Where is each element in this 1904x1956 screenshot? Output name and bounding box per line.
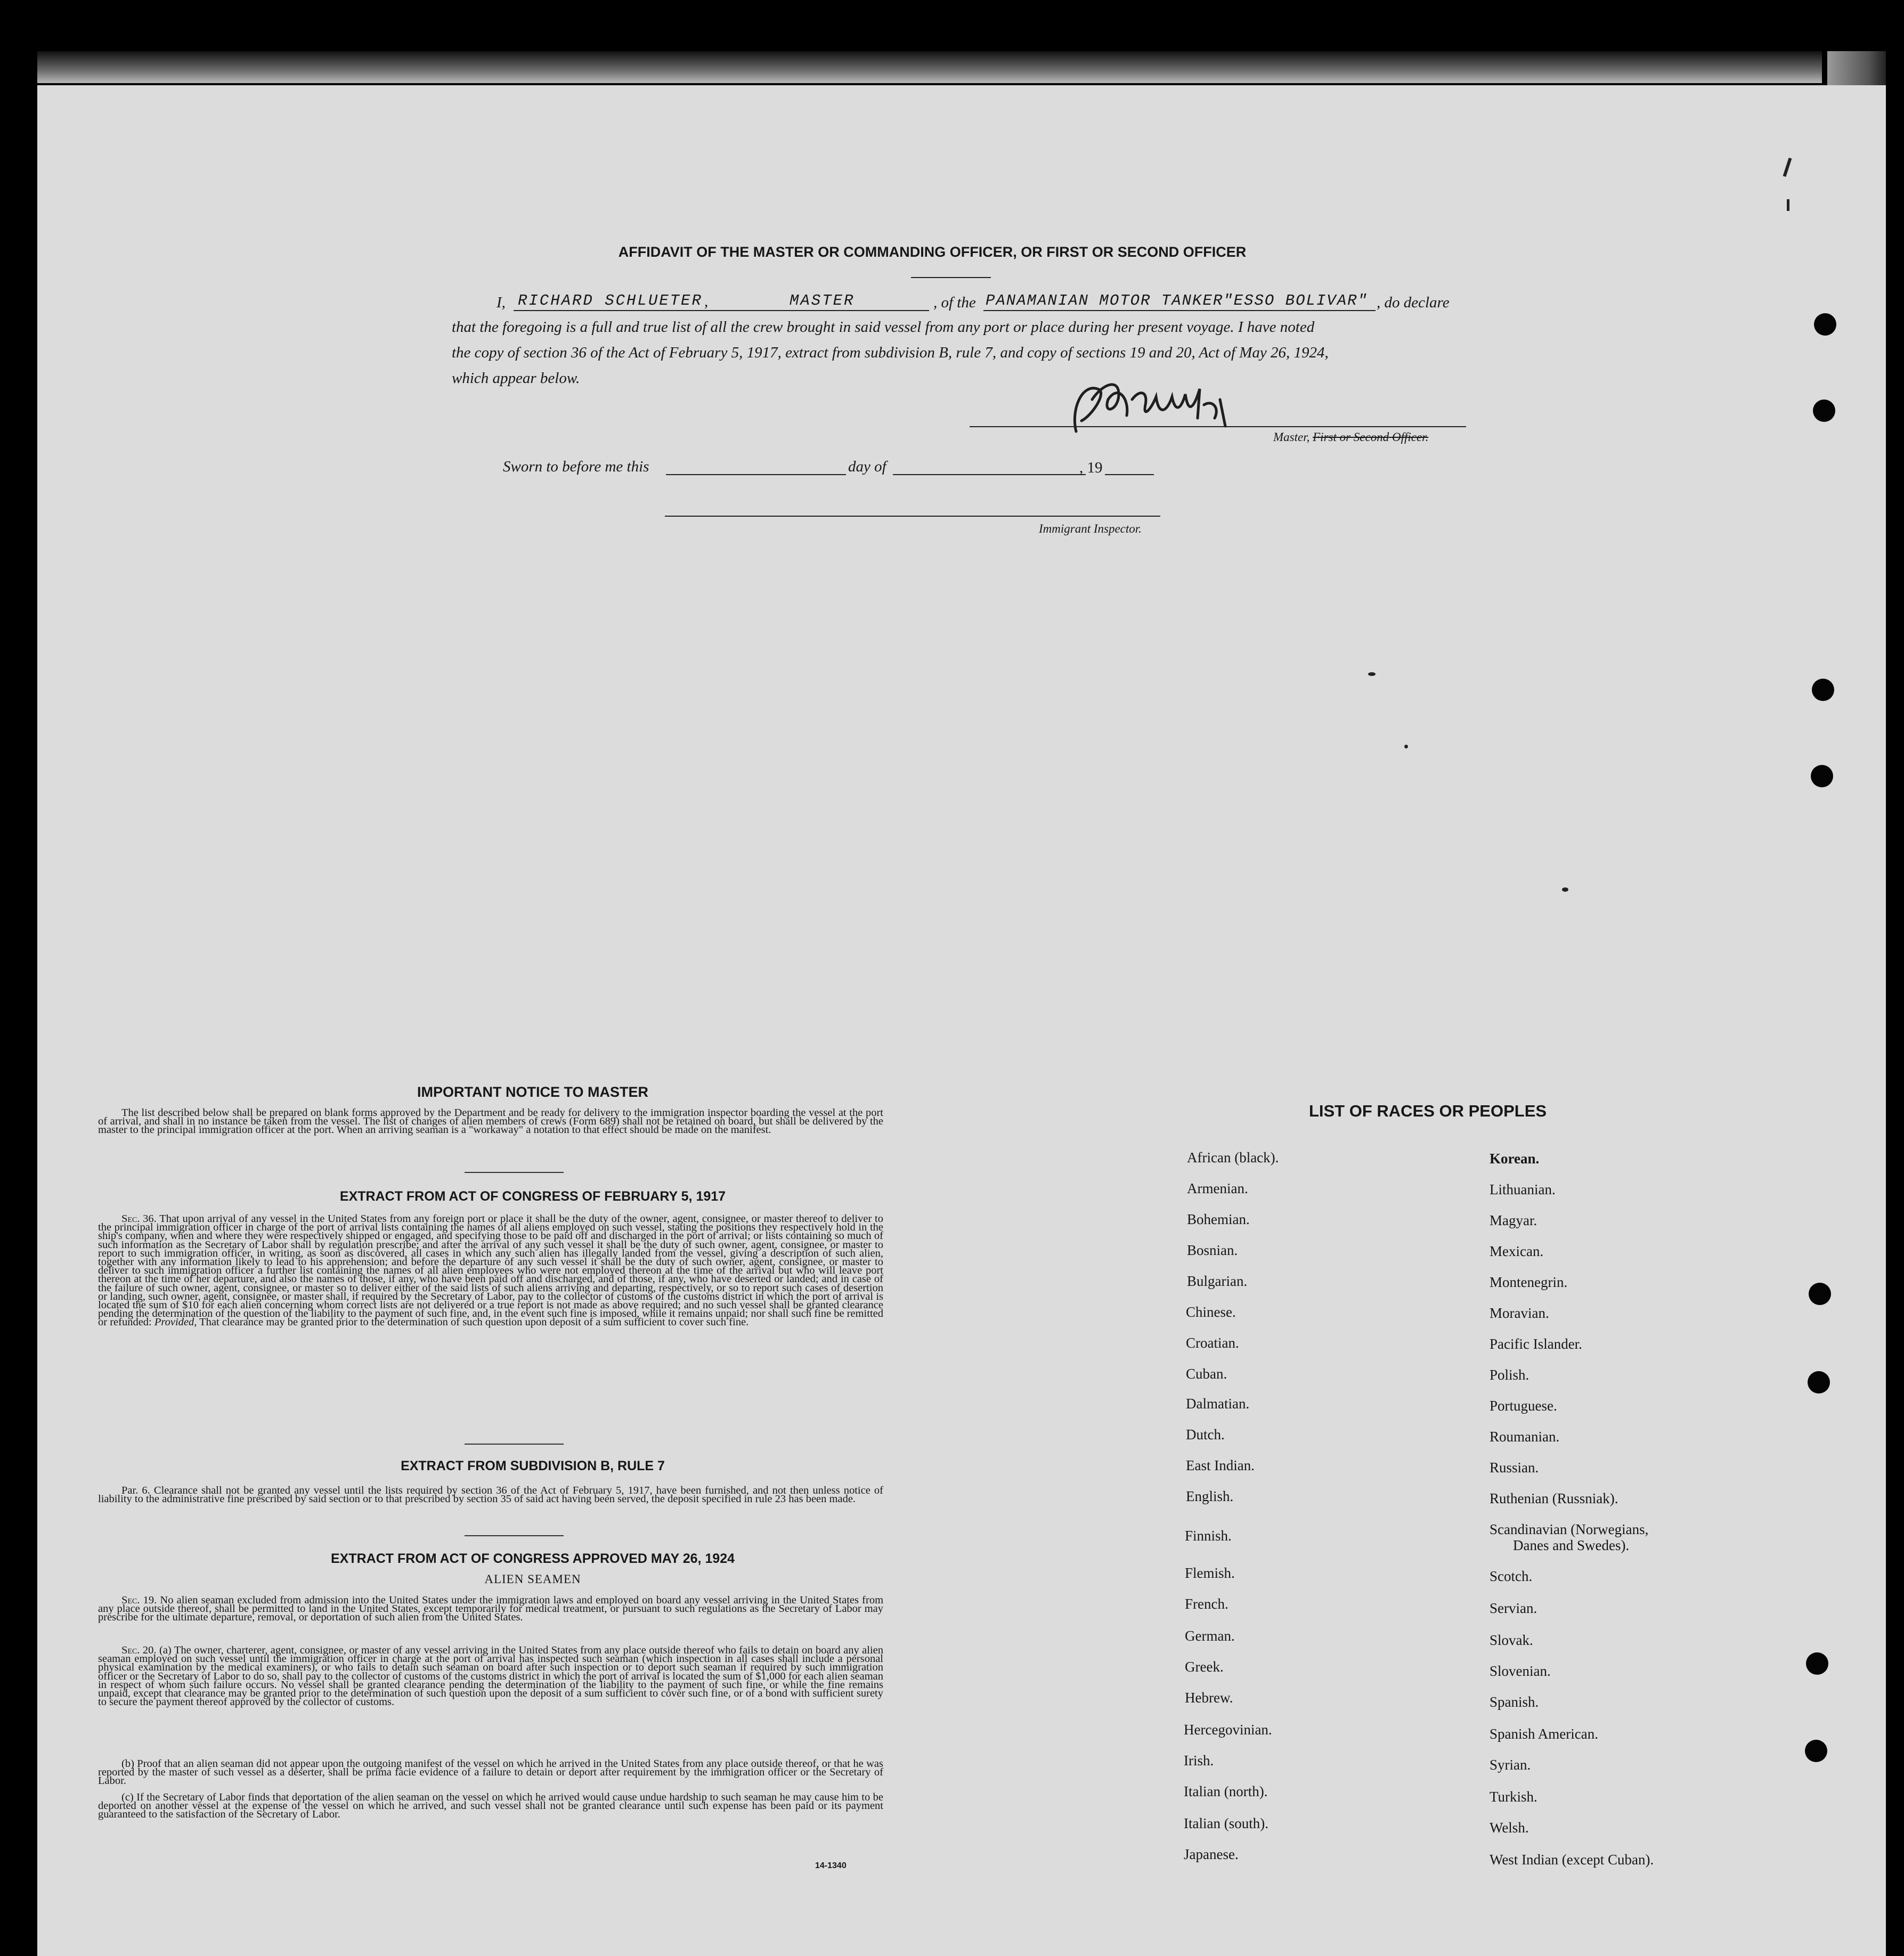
race-item: Scandinavian (Norwegians, xyxy=(1490,1521,1649,1537)
race-item: Bosnian. xyxy=(1187,1242,1238,1258)
signature-line xyxy=(970,426,1466,427)
affidavit-title: AFFIDAVIT OF THE MASTER OR COMMANDING OFFICER, OR FIRST OR SECOND OFFICER xyxy=(618,244,1247,260)
title-rule xyxy=(911,277,991,278)
sec20c-text xyxy=(98,1793,883,1819)
rule7-text xyxy=(98,1486,883,1503)
sworn-year-line xyxy=(1105,474,1154,475)
alien-seamen-subtitle: ALIEN SEAMEN xyxy=(484,1572,581,1586)
affidavit-line1 xyxy=(452,292,1453,315)
race-item: Hercegovinian. xyxy=(1184,1722,1272,1738)
vessel-underline xyxy=(983,310,1376,311)
race-item: Moravian. xyxy=(1490,1305,1549,1321)
race-item: Dutch. xyxy=(1186,1427,1225,1442)
races-title: LIST OF RACES OR PEOPLES xyxy=(1308,1102,1547,1120)
race-item: Cuban. xyxy=(1186,1366,1227,1382)
extract1917-title: EXTRACT FROM ACT OF CONGRESS OF FEBRUARY 5, 1917 xyxy=(339,1189,726,1204)
race-item: Bohemian. xyxy=(1187,1211,1250,1227)
race-item: Turkish. xyxy=(1490,1789,1537,1805)
section-rule xyxy=(465,1172,564,1173)
race-item: Syrian. xyxy=(1490,1757,1531,1773)
race-item: Dalmatian. xyxy=(1186,1396,1250,1412)
race-item: West Indian (except Cuban). xyxy=(1490,1852,1654,1868)
sec19-text xyxy=(98,1596,883,1622)
day-of-label: day of xyxy=(848,458,886,475)
race-item: East Indian. xyxy=(1186,1457,1255,1473)
sec20b-body: (b) Proof that an alien seaman did not appear upon the outgoing manifest of the vessel on which he arrived in the United States from any place outside thereof, or that he was reported by the master of such vessel as a deserter, shall be prima facie evidence of a failure to detain or deport after requirement by the immigration officer or the Secretary of Labor. xyxy=(98,1758,883,1787)
race-item: Spanish. xyxy=(1490,1694,1539,1710)
race-item: Korean. xyxy=(1490,1151,1540,1167)
sec20a-text xyxy=(98,1646,883,1706)
race-item: Italian (south). xyxy=(1184,1815,1268,1831)
extract1917-text xyxy=(98,1215,883,1327)
race-item: Pacific Islander. xyxy=(1490,1336,1582,1352)
race-item: Welsh. xyxy=(1490,1820,1529,1836)
race-item: Magyar. xyxy=(1490,1212,1537,1228)
race-item: Servian. xyxy=(1490,1600,1537,1616)
comma-sep: , xyxy=(704,293,709,310)
vessel-name: PANAMANIAN MOTOR TANKER"ESSO BOLIVAR" xyxy=(986,292,1368,309)
inspector-line xyxy=(665,516,1160,517)
race-item: Lithuanian. xyxy=(1490,1181,1556,1197)
punch-hole xyxy=(1806,1652,1828,1675)
corner-mark xyxy=(1787,199,1789,211)
scan-edge-top xyxy=(37,51,1822,83)
race-item: Slovak. xyxy=(1490,1632,1533,1648)
race-item: Montenegrin. xyxy=(1490,1274,1568,1290)
signature-caption xyxy=(1273,430,1428,444)
race-item: Hebrew. xyxy=(1185,1690,1233,1706)
race-item: Finnish. xyxy=(1185,1528,1232,1544)
affidavit-line3: the copy of section 36 of the Act of February 5, 1917, extract from subdivision B, rule 7, and copy of sections 19 and 20, Act of May 26, 1924, xyxy=(452,344,1329,361)
rule7-title: EXTRACT FROM SUBDIVISION B, RULE 7 xyxy=(401,1458,665,1473)
race-item: Slovenian. xyxy=(1490,1663,1551,1679)
sec36-end: That clearance may be granted prior to the determination of such question upon deposit of a sum sufficient to cover such fine. xyxy=(199,1316,749,1329)
race-item: French. xyxy=(1185,1596,1228,1612)
section-rule xyxy=(465,1535,564,1536)
sec36-label: Sec. 36. xyxy=(121,1213,157,1225)
affidavit-line4: which appear below. xyxy=(452,370,580,387)
speck xyxy=(1562,887,1568,892)
punch-hole xyxy=(1812,679,1834,701)
race-item: Armenian. xyxy=(1187,1180,1248,1196)
of-the-label: , of the xyxy=(933,294,976,311)
race-item: Portuguese. xyxy=(1490,1398,1557,1414)
speck xyxy=(1404,745,1408,748)
race-item: Japanese. xyxy=(1184,1846,1239,1862)
race-item: Flemish. xyxy=(1185,1565,1235,1581)
race-item: Chinese. xyxy=(1186,1304,1236,1320)
race-item: English. xyxy=(1186,1488,1234,1504)
punch-hole xyxy=(1813,400,1835,422)
sworn-month-line xyxy=(893,474,1086,475)
speck xyxy=(1368,672,1376,676)
caption-struck: First or Second Officer. xyxy=(1313,430,1429,444)
name-underline xyxy=(514,310,929,311)
race-item: Spanish American. xyxy=(1490,1726,1598,1742)
master-rank: MASTER xyxy=(790,292,855,309)
notice-body: The list described below shall be prepared on blank forms approved by the Department and be ready for delivery to the immigration inspector boarding the vessel at the port of arrival, and shall in no instance be taken from the vessel. The list of changes of alien members of crews (Form 689) shall not be retained on board, but shall be delivered by the master to the principal immigration officer at the port. When an arriving seaman is a "workaway" a notation to that effect should be made on the manifest. xyxy=(98,1107,883,1136)
race-item: Mexican. xyxy=(1490,1243,1544,1259)
scan-edge-corner xyxy=(1827,51,1886,89)
race-item: Croatian. xyxy=(1186,1335,1239,1351)
provided-label: Provided, xyxy=(154,1316,197,1329)
extract1924-title: EXTRACT FROM ACT OF CONGRESS APPROVED MAY 26, 1924 xyxy=(330,1551,735,1566)
punch-hole xyxy=(1805,1740,1827,1762)
do-declare-label: , do declare xyxy=(1377,294,1450,311)
sec19-label: Sec. 19. xyxy=(121,1594,157,1606)
sec20a-body: (a) The owner, charterer, agent, consignee, or master of any vessel arriving in the United States from any place outside thereof who fails to detain on board any alien seaman employed on such vessel until the immigration officer in charge at the port of arrival has inspected such seaman (which inspection in all cases shall include a personal physical examination by the medical examiners), or who fails to detain such seaman on board after such inspection or to deport such seaman if required by such immigration officer or the Secretary of Labor to do so, shall pay to the collector of customs of the customs district in which the port of arrival is located the sum of $1,000 for each alien seaman in respect of whom such failure occurs. No vessel shall be granted clearance pending the determination of the liability to the payment of such fine, or while the fine remains unpaid, except that clearance may be granted prior to the determination of such question upon the deposit of a sum sufficient to cover such fine, or of a bond with sufficient surety to secure the payment thereof approved by the collector of customs. xyxy=(98,1644,884,1708)
sec20b-text xyxy=(98,1759,883,1786)
race-item: Greek. xyxy=(1185,1659,1224,1675)
race-item: Scotch. xyxy=(1490,1568,1533,1584)
year-label: , 19 xyxy=(1079,459,1103,476)
race-item: Danes and Swedes). xyxy=(1513,1537,1630,1553)
race-item: Polish. xyxy=(1490,1367,1529,1383)
inspector-caption: Immigrant Inspector. xyxy=(1039,522,1142,535)
punch-hole xyxy=(1814,313,1836,336)
punch-hole xyxy=(1811,765,1833,787)
sec20c-body: (c) If the Secretary of Labor finds that deportation of the alien seaman on the vessel on which he arrived would cause undue hardship to such seaman he may cause him to be deported on another vessel at the expense of the vessel on which he arrived, and such vessel shall not be granted clearance until such expense has been paid or its payment guaranteed to the satisfaction of the Secretary of Labor. xyxy=(98,1791,883,1821)
race-item: Irish. xyxy=(1184,1753,1214,1768)
race-item: Russian. xyxy=(1490,1460,1539,1476)
race-item: Italian (north). xyxy=(1184,1783,1268,1799)
form-number: 14-1340 xyxy=(815,1861,847,1870)
section-rule xyxy=(465,1444,564,1445)
race-item: German. xyxy=(1185,1628,1235,1644)
notice-text xyxy=(98,1109,883,1135)
rule7-body: Par. 6. Clearance shall not be granted any vessel until the lists required by section 36 of the Act of February 5, 1917, have been furnished, and not then unless notice of liability to the administrative fine prescribed by said section or to that prescribed by section 35 of said act having been served, the deposit specified in rule 23 has been made. xyxy=(98,1485,883,1505)
punch-hole xyxy=(1809,1283,1831,1305)
master-name: RICHARD SCHLUETER xyxy=(518,292,703,309)
sec19-body: No alien seaman excluded from admission into the United States under the immigration laws and employed on board any vessel arriving in the United States from any place outside thereof, shall be permitted to land in the United States, except temporarily for medical treatment, or pursuant to such regulations as the Secretary of Labor may prescribe for the ultimate departure, removal, or deportation of such alien from the United States. xyxy=(98,1594,884,1624)
caption-master: Master, xyxy=(1273,430,1310,444)
affidavit-i: I, xyxy=(497,294,506,311)
affidavit-line2: that the foregoing is a full and true list of all the crew brought in said vessel from any port or place during her present voyage. I have noted xyxy=(452,319,1315,336)
race-item: Roumanian. xyxy=(1490,1429,1560,1445)
notice-title: IMPORTANT NOTICE TO MASTER xyxy=(417,1084,648,1100)
sec20-label: Sec. 20. xyxy=(121,1644,157,1656)
race-item: Ruthenian (Russniak). xyxy=(1490,1490,1618,1506)
race-item: African (black). xyxy=(1187,1150,1279,1166)
punch-hole xyxy=(1808,1371,1830,1393)
sec36-body: That upon arrival of any vessel in the United States from any foreign port or place it shall be the duty of the owner, agent, consignee, or master thereof to deliver to the principal immigration officer in charge of the port of arrival lists containing the names of all aliens employed on such vessel, stating the positions they respectively hold in the ship's company, when and where they were respectively shipped or engaged, and specifying those to be paid off and discharged in the port of arrival; or lists containing so much of such information as the Secretary of Labor shall by regulation prescribe; and after the arrival of any such vessel it shall be the duty of such owner, agent, consignee, or master to report to such immigration officer, in writing, as soon as discovered, all cases in which any such alien has illegally landed from the vessel, giving a description of such alien, together with any information likely to lead to his apprehension; and before the departure of any such vessel it shall be the duty of such owner, agent, consignee, or master to deliver to such immigration officer a further list containing the names of all alien employees who were not employed thereon at the time of the arrival but who will leave port thereon at the time of her departure, and also the names of those, if any, who have been paid off and discharged, and of those, if any, who have deserted or landed; and in case of the failure of such owner, agent, consignee, or master so to deliver either of the said lists of such aliens arriving and departing, respectively, or so to report such cases of desertion or landing, such owner, agent, consignee, or master shall, if required by the Secretary of Labor, pay to the collector of customs of the customs district in which the port of arrival is located the sum of $10 for each alien concerning whom correct lists are not delivered or a true report is not made as above required; and no such vessel shall be granted clearance pending the determination of the question of the liability to the payment of such fine, and, in the event such fine is imposed, while it remains unpaid; nor shall such fine be remitted or refunded: xyxy=(98,1213,883,1329)
sworn-day-line xyxy=(666,474,846,475)
race-item: Bulgarian. xyxy=(1187,1273,1248,1289)
sworn-label: Sworn to before me this xyxy=(503,458,649,475)
